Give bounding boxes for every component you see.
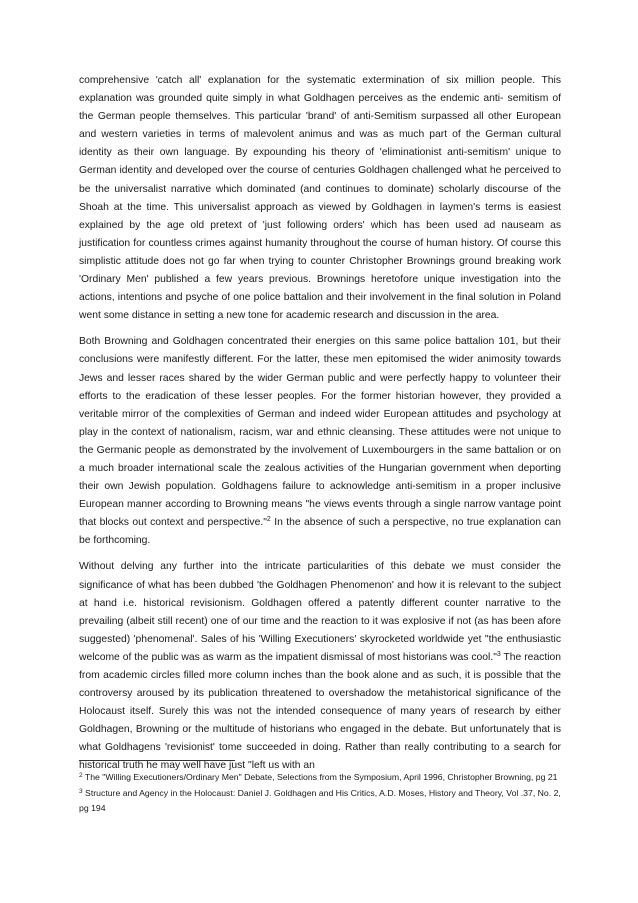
paragraph-1: comprehensive 'catch all' explanation for the systematic extermination of six million people. This explanation was grounded quite simply in what Goldhagen perceives as the endemic anti- semitism of the German people themselves. This particular 'brand' of anti-Semitism surpassed all other European and western varieties in terms of malevolent animus and was as much part of the German cultural identity as their own language. By expounding his theory of 'eliminationist anti-semitism' unique to German identity and developed over the course of centuries Goldhagen challenged what he perceived to be the universalist narrative which dominated (and continues to dominate) scholarly discourse of the Shoah at the time. This universalist approach as viewed by Goldhagen in laymen's terms is easiest explained by the age old pretext of 'just following orders' which has been used ad nauseam as justification for countless crimes against humanity throughout the course of human history. Of course this simplistic attitude does not go far when trying to counter Christopher Brownings ground breaking work 'Ordinary Men' published a few years previous. Brownings heretofore unique investigation into the actions, intentions and psyche of one police battalion and their involvement in the final solution in Poland went some distance in setting a new tone for academic research and discussion in the area. <box>79 75 561 322</box>
footnote-3 <box>79 786 561 817</box>
footnote-ref-2[interactable]: 2 <box>266 516 271 524</box>
footnote-ref-3[interactable]: 3 <box>496 650 501 658</box>
paragraph-3-text-cont: The reaction from academic circles filled more column inches than the book alone and as such, it is possible that the controversy aroused by its publication threatened to overshadow the metahistorical significance of the Holocaust itself. Surely this was not the intended consequence of many years of research by either Goldhagen, Browning or the multitude of historians who engaged in the debate. But unfortunately that is what Goldhagens 'revisionist' tome succeeded in doing. Rather than really contributing to a search for historical truth he may well have just "left us with an <box>79 651 562 772</box>
footnote-2 <box>79 770 561 786</box>
footnote-mark: 3 <box>79 787 83 795</box>
paragraph-2-text-cont: In the absence of such a perspective, no true explanation can be forthcoming. <box>79 517 562 547</box>
footnote-text: Structure and Agency in the Holocaust: Daniel J. Goldhagen and His Critics, A.D. Moses, History and Theory, Vol .37, No. 2, pg 194 <box>79 787 561 813</box>
paragraph-2-text: Both Browning and Goldhagen concentrated their energies on this same police battalion 101, but their conclusions were manifestly different. For the latter, these men epitomised the wider animosity towards Jews and lesser races shared by the wider German public and were perfectly happy to volunteer their efforts to the eradication of these lesser peoples. For the former historian however, they provided a veritable mirror of the complexities of German and indeed wider European attitudes and psychology at play in the context of nationalism, racism, war and ethnic cleansing. These attitudes were not unique to the Germanic people as demonstrated by the involvement of Luxembourgers in the same battalion or on a much broader international scale the zealous activities of the Hungarian government when deporting their own Jewish population. Goldhagens failure to acknowledge anti-semitism in a proper inclusive European manner according to Browning means "he views events through a single narrow vantage point that blocks out context and perspective." <box>79 336 561 529</box>
paragraph-3 <box>79 558 561 775</box>
footnote-divider <box>79 760 235 761</box>
footnote-text: The "Willing Executioners/Ordinary Men" Debate, Selections from the Symposium, April 1996, Christopher Browning, pg 21 <box>82 772 558 782</box>
body-text <box>79 72 561 784</box>
paragraph-2 <box>79 333 561 550</box>
footnote-mark: 2 <box>79 772 83 779</box>
paragraph-3-text: Without delving any further into the intricate particularities of this debate we must consider the significance of what has been dubbed 'the Goldhagen Phenomenon' and how it is relevant to the subject at hand i.e. historical revisionism. Goldhagen offered a patently different counter narrative to the prevailing (albeit still recent) one of our time and the reaction to it was explosive if not (as has been afore suggested) 'phenomenal'. Sales of his 'Willing Executioners' skyrocketed worldwide yet "the enthusiastic welcome of the public was as warm as the impatient dismissal of most historians was cool." <box>79 561 561 663</box>
footnotes <box>79 770 561 817</box>
